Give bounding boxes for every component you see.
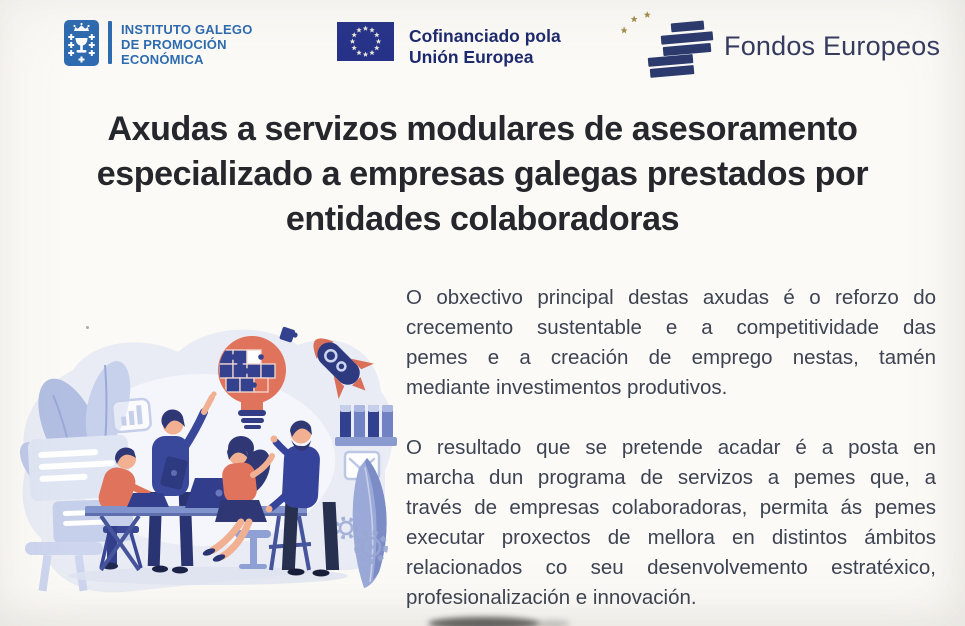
page-title	[12, 107, 953, 242]
eu-label-line: Cofinanciado pola	[409, 26, 561, 46]
eu-cofinanced-logo	[337, 22, 561, 68]
igape-divider	[108, 21, 112, 64]
paragraph-line: profesionalización e innovación.	[406, 586, 697, 609]
scan-smudge	[536, 620, 570, 626]
igape-name	[121, 20, 253, 67]
eu-flag-icon	[337, 22, 394, 61]
team-collaboration-illustration	[13, 300, 401, 600]
paragraph-line: O obxectivo principal destas axudas é o reforzo do	[406, 286, 936, 309]
igape-name-line: INSTITUTO GALEGO	[121, 22, 253, 37]
fondos-europeos-logo	[616, 8, 940, 78]
paragraph-line: través de empresas colaboradoras, permita ás pemes	[406, 496, 936, 519]
bar-chart-icon	[112, 398, 152, 432]
paragraph-line: mediante investimentos produtivos.	[406, 376, 728, 399]
igape-name-line: DE PROMOCIÓN	[121, 37, 227, 52]
title-line: Axudas a servizos modulares de asesoramento	[107, 110, 858, 148]
igape-name-line: ECONÓMICA	[121, 52, 204, 67]
paragraph-line: O resultado que se pretende acadar é a posta en	[406, 436, 936, 459]
floor-shadow	[68, 567, 348, 585]
igape-logo	[64, 20, 253, 67]
scan-smudge	[428, 617, 540, 626]
paragraph-line: executar proxectos de mellora en distintos ámbitos	[406, 526, 936, 549]
paragraph-result	[406, 433, 936, 613]
paragraph-line: crecemento sustentable e a competitividade das	[406, 316, 936, 339]
fondos-europeos-label: Fondos Europeos	[724, 30, 941, 61]
paragraph-line: marcha dun programa de servizos a pemes que, a	[406, 466, 936, 489]
scan-speck	[86, 326, 89, 329]
fondos-europeos-flag-icon	[616, 8, 718, 78]
eu-cofinanced-label	[409, 22, 561, 68]
paragraph-line: pemes e a creación de emprego nestas, tamén	[406, 346, 936, 369]
galicia-crest-icon	[64, 20, 99, 66]
paragraph-line: relacionados co seu desenvolvemento estratéxico,	[406, 556, 936, 579]
title-line: especializado a empresas galegas prestados por	[96, 155, 869, 193]
title-line: entidades colaboradoras	[285, 200, 680, 238]
eu-label-line: Unión Europea	[409, 47, 534, 67]
paragraph-objective	[406, 283, 936, 403]
